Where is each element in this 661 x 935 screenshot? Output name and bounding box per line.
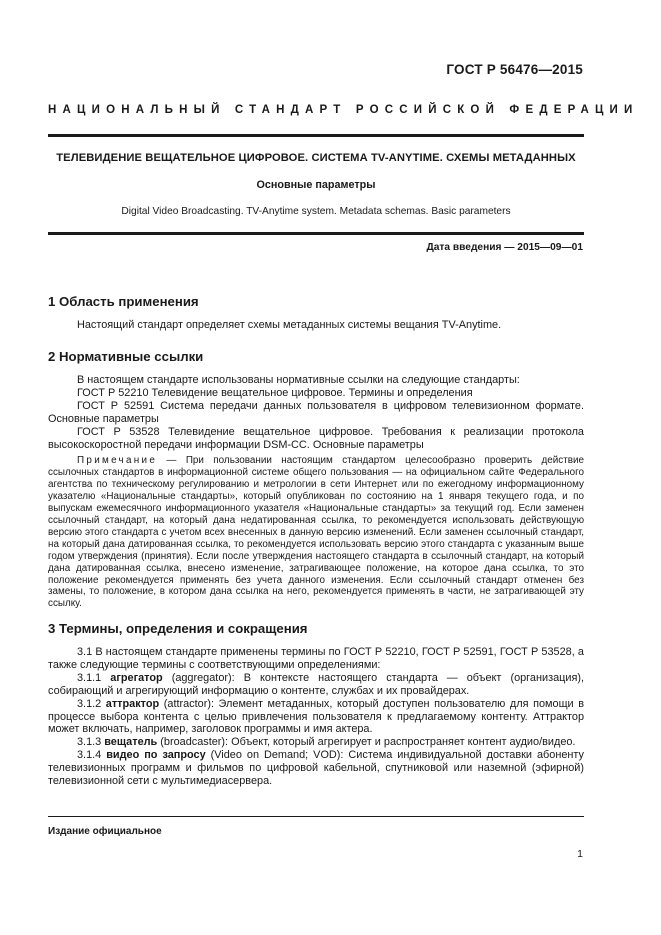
document-subtitle: Основные параметры xyxy=(256,179,376,191)
term-name: видео по запросу xyxy=(106,749,206,762)
term-name: вещатель xyxy=(104,736,158,749)
section-2-intro: В настоящем стандарте использованы нормативные ссылки на следующие стандарты: xyxy=(77,374,520,386)
national-standard-heading: НАЦИОНАЛЬНЫЙ СТАНДАРТ РОССИЙСКОЙ ФЕДЕРАЦИИ xyxy=(48,104,639,116)
term-number: 3.1.4 xyxy=(77,749,107,762)
term-definition: (aggregator): В контексте настоящего стандарта — объект (организация), собирающий и агрегирующий информацию о контенте, службах и их провайдерах. xyxy=(48,671,584,697)
term-video-on-demand xyxy=(48,749,584,788)
clause-3-1: 3.1 В настоящем стандарте применены термины по ГОСТ Р 52210, ГОСТ Р 52591, ГОСТ Р 53528, а также следующие термины с соответствующими определениями: xyxy=(48,646,584,671)
section-2-note xyxy=(48,455,584,610)
term-number: 3.1.2 xyxy=(77,697,106,710)
section-2-heading: 2 Нормативные ссылки xyxy=(48,349,204,364)
section-3-heading: 3 Термины, определения и сокращения xyxy=(48,621,308,636)
official-edition-label: Издание официальное xyxy=(48,826,162,837)
english-title: Digital Video Broadcasting. TV-Anytime system. Metadata schemas. Basic parameters xyxy=(121,206,511,217)
term-broadcaster xyxy=(48,736,584,749)
note-text: — При пользовании настоящим стандартом целесообразно проверить действие ссылочных стандартов в информационной системе общего пользования — на официальном сайте Федерального агентства по техническому регулированию и метрологии в сети Интернет или по ежегодному информационному указателю «Национальные стандарты», который опубликован по состоянию на 1 января текущего года, и по выпускам ежемесячного информационного указателя «Национальные стандарты» за текущий год. Если заменен ссылочный стандарт, на который дана недатированная ссылка, то рекомендуется использовать действующую версию этого стандарта с учетом всех внесенных в данную версию изменений. Если заменен ссылочный стандарт, на который дана датированная ссылка, то рекомендуется использовать версию этого стандарта с указанным выше годом утверждения (принятия). Если после утверждения настоящего стандарта в ссылочный стандарт, на который дана датированная ссылка, внесено изменение, затрагивающее положение, на которое дана ссылка, то это положение рекомендуется применять без учета данного изменения. Если ссылочный стандарт отменен без замены, то положение, в котором дана ссылка на него, рекомендуется применять в части, не затрагивающей эту ссылку. xyxy=(48,455,584,610)
section-1-text: Настоящий стандарт определяет схемы метаданных системы вещания TV-Anytime. xyxy=(77,319,502,331)
term-definition: (Video on Demand; VOD): Система индивидуальной доставки абоненту телевизионных программ и фильмов по цифровой кабельной, спутниковой или наземной (эфирной) телевизионной сети с мультимедиасервера. xyxy=(48,749,584,788)
document-number: ГОСТ Р 56476—2015 xyxy=(446,62,583,77)
title-bottom-rule xyxy=(48,232,584,235)
introduction-date: Дата введения — 2015—09—01 xyxy=(426,242,583,253)
term-number: 3.1.1 xyxy=(77,671,111,684)
term-definition: (broadcaster): Объект, который агрегирует и распространяет контент аудио/видео. xyxy=(157,736,576,749)
term-number: 3.1.3 xyxy=(77,736,105,749)
term-attractor xyxy=(48,698,584,737)
document-title: ТЕЛЕВИДЕНИЕ ВЕЩАТЕЛЬНОЕ ЦИФРОВОЕ. СИСТЕМА TV-ANYTIME. СХЕМЫ МЕТАДАННЫХ xyxy=(56,152,576,164)
term-aggregator xyxy=(48,672,584,698)
reference-gost-52591: ГОСТ Р 52591 Система передачи данных пользователя в цифровом телевизионном формате. Основные параметры xyxy=(48,399,584,425)
term-name: аттрактор xyxy=(105,697,160,710)
section-3 xyxy=(48,621,584,788)
top-rule xyxy=(48,134,584,137)
footer-rule xyxy=(48,816,584,817)
section-1 xyxy=(48,294,584,332)
reference-gost-53528: ГОСТ Р 53528 Телевидение вещательное цифровое. Требования к реализации протокола высокоскоростной передачи информации DSM-CC. Основные параметры xyxy=(48,425,584,451)
section-1-heading: 1 Область применения xyxy=(48,294,199,309)
term-name: агрегатор xyxy=(110,671,163,684)
section-2 xyxy=(48,349,584,610)
note-label: Примечание xyxy=(77,455,158,467)
term-definition: (attractor): Элемент метаданных, который доступен пользователю для помощи в процессе выбора контента с целью привлечения пользователя к предлагаемому контенту. Аттрактор может включать, например, заголовок программы и имя актера. xyxy=(48,697,584,736)
page-number: 1 xyxy=(577,848,583,860)
reference-gost-52210: ГОСТ Р 52210 Телевидение вещательное цифровое. Термины и определения xyxy=(77,386,473,399)
